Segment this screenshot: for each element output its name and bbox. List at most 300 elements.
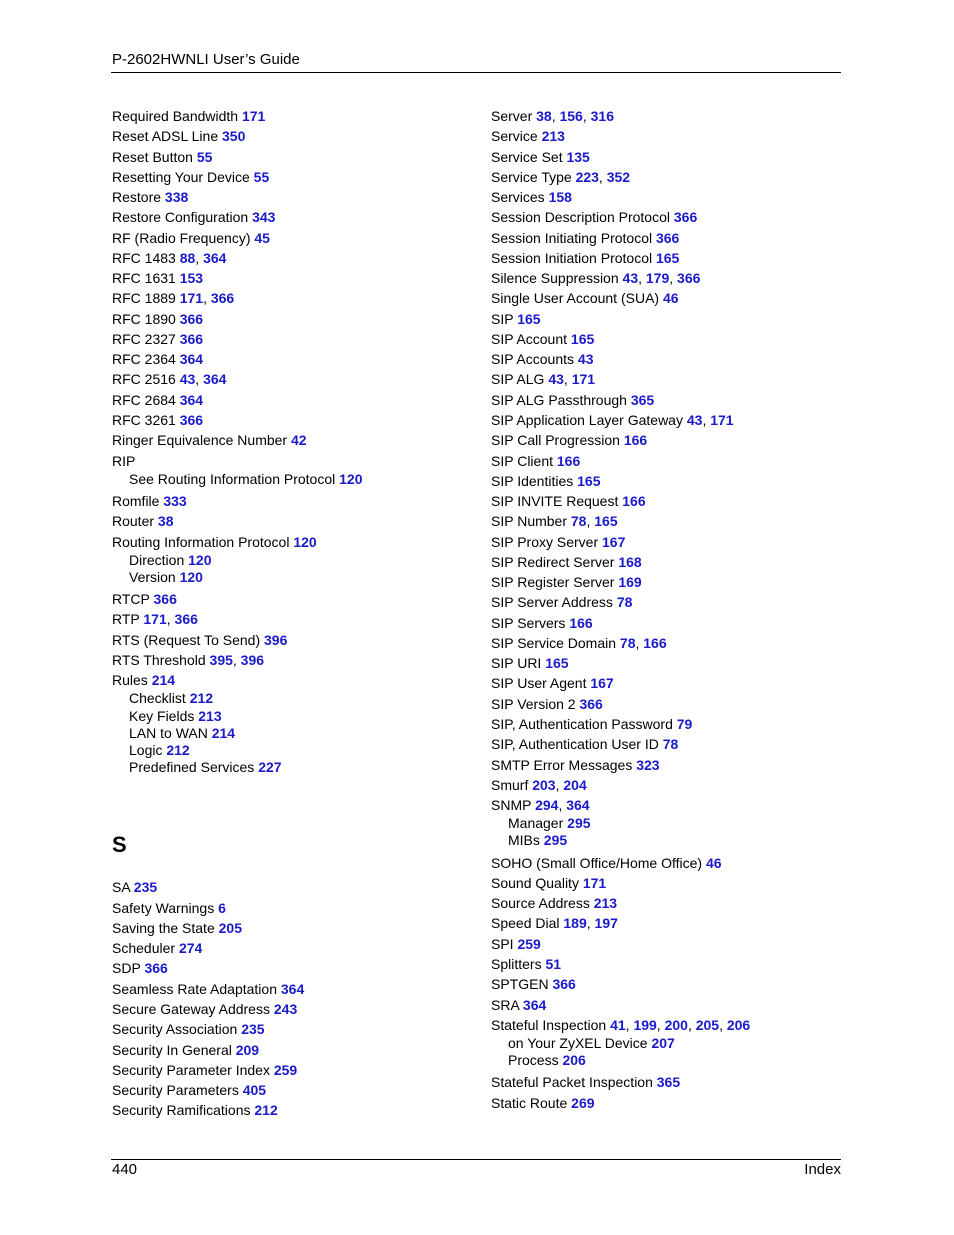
index-term: Single User Account (SUA) bbox=[491, 290, 660, 307]
page-number: 440 bbox=[112, 1161, 138, 1178]
index-subentry bbox=[112, 708, 472, 725]
index-entry bbox=[112, 1019, 472, 1039]
index-term: Router bbox=[112, 513, 155, 530]
page-reference-link[interactable]: 205 bbox=[218, 919, 242, 936]
page-reference-link[interactable]: 295 bbox=[567, 815, 591, 832]
page-reference-link[interactable]: 223 bbox=[575, 168, 599, 185]
page-reference-link[interactable]: 366 bbox=[179, 411, 204, 428]
index-term: Reset Button bbox=[112, 148, 193, 165]
index-entry bbox=[491, 613, 841, 633]
index-entry: SIP ALG 43, 171 bbox=[491, 371, 596, 388]
index-list-s-entries bbox=[112, 877, 472, 1120]
page-reference-link[interactable]: 364 bbox=[203, 371, 227, 388]
index-term: Sound Quality bbox=[491, 874, 579, 891]
page-reference-link[interactable]: 43 bbox=[577, 351, 594, 368]
index-entry bbox=[491, 853, 841, 873]
page-reference-link[interactable]: 55 bbox=[196, 148, 213, 165]
index-entry bbox=[112, 147, 472, 167]
index-term: RFC 1889 bbox=[112, 290, 176, 307]
page-reference-link[interactable]: 205 bbox=[695, 1016, 720, 1033]
index-term: Manager bbox=[508, 815, 564, 832]
page-reference-link[interactable]: 212 bbox=[166, 742, 190, 759]
index-term: Splitters bbox=[491, 956, 542, 972]
index-term: SIP Account bbox=[491, 330, 568, 347]
page-reference-link[interactable]: 396 bbox=[240, 651, 265, 668]
index-term: SIP ALG bbox=[491, 371, 545, 388]
index-term: Process bbox=[508, 1052, 559, 1069]
index-entry: Speed Dial 189, 197 bbox=[491, 915, 618, 932]
page-reference-link[interactable]: 165 bbox=[517, 310, 541, 327]
index-term: Service bbox=[491, 128, 538, 145]
page-reference-link[interactable]: 259 bbox=[517, 935, 541, 952]
index-subentry bbox=[112, 569, 472, 586]
index-entry bbox=[112, 1080, 472, 1100]
index-term: Security Parameter Index bbox=[112, 1061, 270, 1078]
index-entry bbox=[491, 734, 841, 754]
index-term: Stateful Inspection bbox=[491, 1016, 607, 1033]
index-entry bbox=[112, 898, 472, 918]
index-term: Rules bbox=[112, 672, 148, 689]
index-term: Saving the State bbox=[112, 919, 215, 936]
page-reference-link[interactable]: 167 bbox=[590, 675, 614, 692]
index-entry bbox=[112, 228, 472, 248]
page-reference-link[interactable]: 120 bbox=[179, 568, 203, 585]
page-reference-link[interactable]: 171 bbox=[710, 411, 734, 428]
page-reference-link[interactable]: 158 bbox=[548, 189, 572, 206]
page-reference-link[interactable]: 45 bbox=[254, 229, 270, 246]
index-term: SIP Server Address bbox=[491, 594, 613, 611]
page-reference-link[interactable]: 43 bbox=[622, 270, 639, 287]
page-reference-link[interactable]: 235 bbox=[241, 1021, 265, 1038]
index-entry bbox=[112, 1060, 472, 1080]
page-reference-link[interactable]: 352 bbox=[606, 168, 631, 185]
index-entry bbox=[112, 999, 472, 1019]
index-entry: SNMP 294, 364 bbox=[491, 797, 590, 814]
page-reference-link[interactable]: 274 bbox=[178, 940, 203, 957]
index-entry bbox=[491, 390, 841, 410]
index-term: Safety Warnings bbox=[112, 899, 215, 916]
index-entry bbox=[491, 451, 841, 471]
index-term: SNMP bbox=[491, 797, 532, 814]
index-term: Key Fields bbox=[129, 707, 195, 724]
index-entry: RTP 171, 366 bbox=[112, 611, 198, 628]
page-reference-link[interactable]: 405 bbox=[242, 1082, 267, 1099]
page-reference-link[interactable]: 366 bbox=[677, 270, 701, 287]
index-entry bbox=[112, 126, 472, 146]
running-header: P-2602HWNLI User’s Guide bbox=[112, 51, 300, 68]
index-entry bbox=[112, 918, 472, 938]
page-reference-link[interactable]: 55 bbox=[253, 168, 270, 185]
page-reference-link[interactable]: 316 bbox=[590, 108, 614, 124]
page-reference-link[interactable]: 79 bbox=[676, 715, 693, 732]
page-reference-link[interactable]: 364 bbox=[280, 980, 305, 997]
page-reference-link[interactable]: 203 bbox=[532, 776, 556, 793]
index-term: SIP Accounts bbox=[491, 351, 575, 368]
index-subentry bbox=[112, 471, 472, 488]
index-entry: SIP Service Domain 78, 166 bbox=[491, 634, 667, 651]
index-entry bbox=[491, 934, 841, 954]
index-term: SIP Servers bbox=[491, 614, 566, 631]
index-entry bbox=[491, 974, 841, 994]
page-reference-link[interactable]: 165 bbox=[545, 655, 569, 672]
page-reference-link[interactable]: 366 bbox=[673, 209, 698, 226]
index-subentry bbox=[491, 1052, 841, 1069]
page-reference-link[interactable]: 333 bbox=[163, 492, 187, 509]
index-term: SPI bbox=[491, 935, 514, 952]
page-reference-link[interactable]: 41 bbox=[610, 1016, 626, 1033]
page-reference-link[interactable]: 366 bbox=[153, 591, 177, 608]
index-term: Silence Suppression bbox=[491, 270, 619, 287]
index-subentry bbox=[491, 832, 841, 849]
index-entry bbox=[491, 491, 841, 511]
index-term: Static Route bbox=[491, 1094, 568, 1111]
page-reference-link[interactable]: 366 bbox=[179, 330, 204, 347]
page-reference-link[interactable]: 395 bbox=[209, 651, 233, 668]
page-reference-link[interactable]: 365 bbox=[630, 391, 655, 408]
index-entry bbox=[112, 491, 472, 511]
page-reference-link[interactable]: 213 bbox=[541, 128, 565, 145]
index-term: on Your ZyXEL Device bbox=[508, 1035, 648, 1052]
page-reference-link[interactable]: 366 bbox=[552, 976, 576, 993]
index-term: SA bbox=[112, 879, 130, 896]
page-reference-link[interactable]: 199 bbox=[633, 1016, 657, 1033]
footer-rule bbox=[111, 1159, 841, 1160]
page-reference-link[interactable]: 213 bbox=[198, 707, 222, 724]
index-term: Seamless Rate Adaptation bbox=[112, 980, 277, 997]
index-entry: RFC 1483 88, 364 bbox=[112, 249, 227, 266]
page-reference-link[interactable]: 166 bbox=[623, 432, 648, 449]
index-term: Session Initiating Protocol bbox=[491, 229, 653, 246]
page-reference-link[interactable]: 166 bbox=[643, 634, 667, 651]
index-term: SDP bbox=[112, 960, 141, 977]
page-reference-link[interactable]: 364 bbox=[203, 249, 227, 266]
page-reference-link[interactable]: 364 bbox=[179, 351, 204, 368]
index-entry bbox=[112, 938, 472, 958]
page-reference-link[interactable]: 166 bbox=[622, 493, 646, 510]
section-letter: S bbox=[112, 832, 127, 858]
index-term: SIP Identities bbox=[491, 472, 574, 489]
index-entry bbox=[491, 552, 841, 572]
page-reference-link[interactable]: 343 bbox=[252, 209, 276, 226]
index-term: RTCP bbox=[112, 591, 150, 608]
index-term: SIP Client bbox=[491, 452, 553, 469]
page-reference-link[interactable]: 214 bbox=[151, 672, 176, 689]
index-entry bbox=[491, 653, 841, 673]
index-term: RFC 2327 bbox=[112, 330, 176, 347]
index-term: SIP INVITE Request bbox=[491, 493, 619, 510]
page-reference-link[interactable]: 78 bbox=[619, 634, 636, 651]
page-reference-link[interactable]: 165 bbox=[655, 249, 680, 266]
index-term: Server bbox=[491, 108, 533, 124]
index-term: Security Parameters bbox=[112, 1082, 239, 1099]
index-term: RFC 2364 bbox=[112, 351, 176, 368]
index-entry bbox=[491, 147, 841, 167]
page-reference-link[interactable]: 209 bbox=[235, 1041, 260, 1058]
index-term: Source Address bbox=[491, 895, 590, 912]
page-reference-link[interactable]: 204 bbox=[563, 776, 587, 793]
page-reference-link[interactable]: 259 bbox=[273, 1061, 298, 1078]
index-term: Secure Gateway Address bbox=[112, 1001, 270, 1017]
page-reference-link[interactable]: 179 bbox=[645, 270, 670, 287]
index-term: LAN to WAN bbox=[129, 724, 208, 741]
page-reference-link[interactable]: 206 bbox=[726, 1016, 751, 1033]
index-term: SIP Proxy Server bbox=[491, 533, 599, 550]
page-reference-link[interactable]: 269 bbox=[571, 1094, 595, 1111]
page-reference-link[interactable]: 169 bbox=[618, 574, 642, 591]
index-subentry bbox=[112, 552, 472, 569]
page-reference-link[interactable]: 213 bbox=[593, 895, 618, 912]
page-reference-link[interactable]: 38 bbox=[157, 513, 174, 530]
index-entry bbox=[491, 694, 841, 714]
page-reference-link[interactable]: 366 bbox=[579, 695, 603, 712]
page-reference-link[interactable]: 46 bbox=[705, 854, 722, 871]
index-entry: Server 38, 156, 316 bbox=[491, 108, 614, 124]
index-term: Checklist bbox=[129, 690, 186, 707]
index-entry: Service Type 223, 352 bbox=[491, 168, 631, 185]
index-term: SOHO (Small Office/Home Office) bbox=[491, 854, 703, 871]
index-entry bbox=[491, 755, 841, 775]
index-entry bbox=[491, 430, 841, 450]
page-reference-link[interactable]: 243 bbox=[273, 1001, 298, 1017]
page-reference-link[interactable]: 350 bbox=[222, 128, 246, 145]
index-entry bbox=[112, 670, 472, 690]
index-entry bbox=[112, 979, 472, 999]
index-term: Ringer Equivalence Number bbox=[112, 432, 288, 449]
page-reference-link[interactable]: 43 bbox=[686, 411, 703, 428]
page-reference-link[interactable]: 43 bbox=[548, 371, 564, 388]
page-reference-link[interactable]: 323 bbox=[636, 756, 660, 773]
index-entry bbox=[491, 288, 841, 308]
page-reference-link[interactable]: 171 bbox=[571, 371, 596, 388]
index-entry bbox=[112, 106, 472, 126]
index-term: Predefined Services bbox=[129, 759, 255, 776]
index-term: SRA bbox=[491, 996, 520, 1013]
index-entry bbox=[112, 430, 472, 450]
page-reference-link[interactable]: 88 bbox=[179, 249, 196, 266]
page-reference-link[interactable]: 207 bbox=[651, 1035, 675, 1052]
index-term: SIP bbox=[491, 310, 514, 327]
index-term: Smurf bbox=[491, 776, 529, 793]
index-term: RTS (Request To Send) bbox=[112, 631, 261, 648]
page-reference-link[interactable]: 214 bbox=[211, 724, 236, 741]
page-reference-link[interactable]: 212 bbox=[254, 1102, 278, 1119]
index-term: RFC 1631 bbox=[112, 270, 176, 287]
page-reference-link[interactable]: 235 bbox=[133, 879, 158, 896]
index-subentry bbox=[112, 742, 472, 759]
index-entry bbox=[491, 1093, 841, 1113]
index-entry bbox=[491, 126, 841, 146]
page-reference-link[interactable]: 189 bbox=[563, 915, 587, 932]
index-subentry bbox=[112, 759, 472, 776]
index-term: SIP Call Progression bbox=[491, 432, 620, 449]
page-reference-link[interactable]: 78 bbox=[662, 736, 679, 753]
index-entry bbox=[112, 309, 472, 329]
index-entry bbox=[491, 248, 841, 268]
index-subentry bbox=[112, 690, 472, 707]
index-entry bbox=[491, 228, 841, 248]
index-term: SIP Application Layer Gateway bbox=[491, 411, 683, 428]
page-reference-link[interactable]: 338 bbox=[164, 189, 189, 206]
index-entry bbox=[112, 187, 472, 207]
page-reference-link[interactable]: 167 bbox=[602, 533, 626, 550]
index-entry bbox=[112, 630, 472, 650]
page-reference-link[interactable]: 365 bbox=[656, 1074, 681, 1091]
page-reference-link[interactable]: 227 bbox=[258, 759, 282, 776]
index-entry: RFC 1889 171, 366 bbox=[112, 290, 235, 307]
index-term: SIP ALG Passthrough bbox=[491, 391, 627, 408]
page-reference-link[interactable]: 206 bbox=[562, 1052, 586, 1069]
index-entry bbox=[491, 873, 841, 893]
index-term: Restore bbox=[112, 189, 162, 206]
index-entry: SIP Application Layer Gateway 43, 171 bbox=[491, 411, 734, 428]
index-entry bbox=[491, 207, 841, 227]
page-reference-link[interactable]: 38 bbox=[536, 108, 552, 124]
index-term: SIP Redirect Server bbox=[491, 553, 615, 570]
index-term: SMTP Error Messages bbox=[491, 756, 633, 773]
index-subentry bbox=[112, 725, 472, 742]
index-term: Session Description Protocol bbox=[491, 209, 670, 226]
index-term: Restore Configuration bbox=[112, 209, 249, 226]
index-term: Service Set bbox=[491, 148, 563, 165]
index-entry bbox=[112, 1100, 472, 1120]
page-reference-link[interactable]: 295 bbox=[543, 832, 568, 849]
index-term: Logic bbox=[129, 742, 163, 759]
index-term: Session Initiation Protocol bbox=[491, 249, 653, 266]
page-reference-link[interactable]: 78 bbox=[570, 513, 587, 530]
page-reference-link[interactable]: 156 bbox=[559, 108, 583, 124]
page-reference-link[interactable]: 46 bbox=[662, 290, 679, 307]
index-term: RFC 1483 bbox=[112, 249, 176, 266]
index-entry bbox=[112, 511, 472, 531]
page-reference-link[interactable]: 51 bbox=[545, 956, 562, 972]
header-rule bbox=[111, 72, 841, 73]
index-entry bbox=[491, 471, 841, 491]
index-term: MIBs bbox=[508, 832, 540, 849]
index-term: Stateful Packet Inspection bbox=[491, 1074, 653, 1091]
index-entry bbox=[491, 309, 841, 329]
index-term: RFC 3261 bbox=[112, 411, 176, 428]
page-reference-link[interactable]: 366 bbox=[179, 310, 204, 327]
page-reference-link[interactable]: 171 bbox=[241, 108, 266, 124]
page-reference-link[interactable]: 294 bbox=[535, 797, 559, 814]
index-term: Romfile bbox=[112, 492, 160, 509]
index-entry bbox=[491, 349, 841, 369]
index-term: RTP bbox=[112, 611, 140, 628]
page-reference-link[interactable]: 166 bbox=[569, 614, 593, 631]
index-entry bbox=[112, 532, 472, 552]
index-entry bbox=[491, 673, 841, 693]
index-subentry bbox=[491, 1035, 841, 1052]
index-entry: RTS Threshold 395, 396 bbox=[112, 651, 265, 668]
index-entry: RFC 2516 43, 364 bbox=[112, 371, 227, 388]
index-term: SIP URI bbox=[491, 655, 542, 672]
index-term: Required Bandwidth bbox=[112, 108, 239, 124]
index-term: RFC 2516 bbox=[112, 371, 176, 388]
index-term: SIP User Agent bbox=[491, 675, 587, 692]
page-reference-link[interactable]: 166 bbox=[556, 452, 581, 469]
page-reference-link[interactable]: 165 bbox=[570, 330, 595, 347]
index-term: SIP Number bbox=[491, 513, 567, 530]
index-entry bbox=[112, 207, 472, 227]
page-reference-link[interactable]: 366 bbox=[144, 960, 168, 977]
page-reference-link[interactable]: 396 bbox=[264, 631, 288, 648]
page-reference-link[interactable]: 366 bbox=[174, 611, 198, 628]
page-reference-link[interactable]: 6 bbox=[218, 899, 226, 916]
index-entry: Silence Suppression 43, 179, 366 bbox=[491, 270, 701, 287]
index-entry bbox=[491, 329, 841, 349]
page-reference-link[interactable]: 78 bbox=[616, 594, 633, 611]
page-reference-link[interactable]: 135 bbox=[566, 148, 590, 165]
index-entry bbox=[112, 390, 472, 410]
index-entry bbox=[112, 329, 472, 349]
index-entry bbox=[112, 877, 472, 897]
section-gap bbox=[112, 776, 472, 825]
page-reference-link[interactable]: 212 bbox=[189, 690, 214, 707]
index-term: Scheduler bbox=[112, 940, 176, 957]
page-reference-link[interactable]: 42 bbox=[290, 432, 307, 449]
index-entry bbox=[112, 1040, 472, 1060]
page-reference-link[interactable]: 171 bbox=[582, 874, 607, 891]
page-reference-link[interactable]: 120 bbox=[188, 551, 212, 568]
index-list-r-entries bbox=[112, 106, 472, 776]
page-reference-link[interactable]: 364 bbox=[179, 391, 204, 408]
index-entry bbox=[112, 349, 472, 369]
index-entry bbox=[112, 958, 472, 978]
page-reference-link[interactable]: 364 bbox=[566, 797, 590, 814]
page-reference-link[interactable]: 366 bbox=[210, 290, 235, 307]
index-entry bbox=[491, 995, 841, 1015]
page-reference-link[interactable]: 120 bbox=[293, 533, 317, 550]
page-reference-link[interactable]: 171 bbox=[179, 290, 204, 307]
index-entry bbox=[112, 167, 472, 187]
index-entry bbox=[491, 954, 841, 974]
index-term: SPTGEN bbox=[491, 976, 549, 993]
index-term: RTS Threshold bbox=[112, 651, 206, 668]
index-entry: SIP Number 78, 165 bbox=[491, 513, 618, 530]
index-term: SIP, Authentication Password bbox=[491, 715, 673, 732]
index-list-s-entries-continued bbox=[491, 106, 841, 1113]
page-reference-link[interactable]: 200 bbox=[664, 1016, 688, 1033]
index-entry bbox=[491, 187, 841, 207]
index-term: Security Association bbox=[112, 1021, 238, 1038]
page-reference-link[interactable]: 165 bbox=[594, 513, 618, 530]
page-reference-link[interactable]: 364 bbox=[522, 996, 547, 1013]
index-term: SIP Version 2 bbox=[491, 695, 576, 712]
page-reference-link[interactable]: 197 bbox=[594, 915, 618, 932]
index-term: Security In General bbox=[112, 1041, 232, 1058]
index-entry bbox=[491, 532, 841, 552]
page-reference-link[interactable]: 153 bbox=[179, 270, 204, 287]
page-reference-link[interactable]: 171 bbox=[143, 611, 167, 628]
page-reference-link[interactable]: 168 bbox=[618, 553, 642, 570]
index-term: Services bbox=[491, 189, 545, 206]
section-gap bbox=[112, 865, 472, 877]
index-entry bbox=[491, 714, 841, 734]
index-entry: Smurf 203, 204 bbox=[491, 776, 587, 793]
index-term: RFC 2684 bbox=[112, 391, 176, 408]
page-reference-link[interactable]: 120 bbox=[339, 470, 363, 487]
page-reference-link[interactable]: 165 bbox=[577, 472, 601, 489]
page-reference-link[interactable]: 43 bbox=[179, 371, 196, 388]
index-entry bbox=[491, 592, 841, 612]
index-term: Direction bbox=[129, 551, 185, 568]
index-term: See Routing Information Protocol bbox=[129, 470, 336, 487]
index-entry: Stateful Inspection 41, 199, 200, 205, 206 bbox=[491, 1016, 751, 1033]
page-reference-link[interactable]: 366 bbox=[655, 229, 680, 246]
index-entry bbox=[112, 268, 472, 288]
index-term: Version bbox=[129, 568, 176, 585]
index-term: RIP bbox=[112, 452, 136, 469]
